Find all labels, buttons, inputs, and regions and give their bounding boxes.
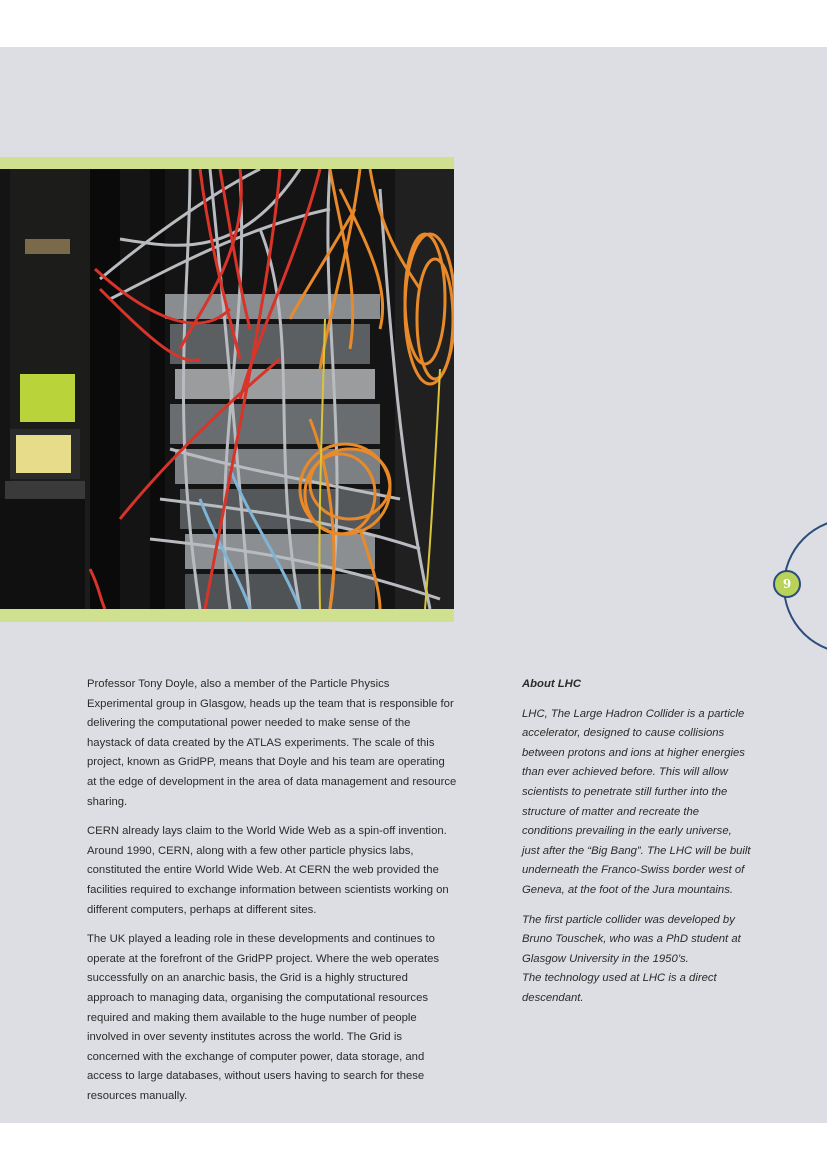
article-paragraph: CERN already lays claim to the World Wide Web as a spin-off invention. Around 1990, CERN, along with a few other particle physics labs, constituted the entire World Wide Web. At CERN the web provided the facilities required to exchange information between scientists working on different computers, perhaps at different sites.: [87, 825, 449, 916]
sidebar-paragraph: The technology used at LHC is a direct descendant.: [522, 972, 717, 1004]
article-paragraph: Professor Tony Doyle, also a member of the Particle Physics Experimental group in Glasgow, heads up the team that is responsible for delivering the computational power needed to make sense of the haystack of data created by the ATLAS experiments. The scale of this project, known as GridPP, means that Doyle and his team are operating at the edge of development in the area of data management and resource sharing.: [87, 678, 457, 808]
sidebar-paragraph: The first particle collider was developed by Bruno Touschek, who was a PhD student at Glasgow University in the 1950’s.: [522, 913, 741, 965]
article-paragraph: The UK played a leading role in these developments and continues to operate at the forefront of the GridPP project. Where the web operates successfully on an anarchic basis, the Grid is a highly structured approach to managing data, organising the computational resources required and making them available to the huge number of people involved in over seventy institutes across the world. The Grid is concerned with the exchange of computer power, data storage, and access to large databases, without users having to search for these resources manually.: [87, 933, 440, 1102]
server-cables-photo: [0, 169, 454, 609]
about-lhc-sidebar: [522, 675, 752, 1019]
sidebar-paragraph: LHC, The Large Hadron Collider is a particle accelerator, designed to cause collisions between protons and ions at higher energies than ever achieved before. This will allow scientists to penetrate still further into the structure of matter and recreate the conditions prevailing in the early universe, just after the “Big Bang”. The LHC will be built underneath the Franco-Swiss border west of Geneva, at the foot of the Jura mountains.: [522, 707, 751, 896]
cables-illustration: [0, 169, 454, 609]
sidebar-heading: About LHC: [522, 678, 581, 690]
page-number-badge: 9: [773, 570, 801, 598]
photo-frame: [0, 157, 454, 622]
main-article-text: [87, 675, 457, 1116]
